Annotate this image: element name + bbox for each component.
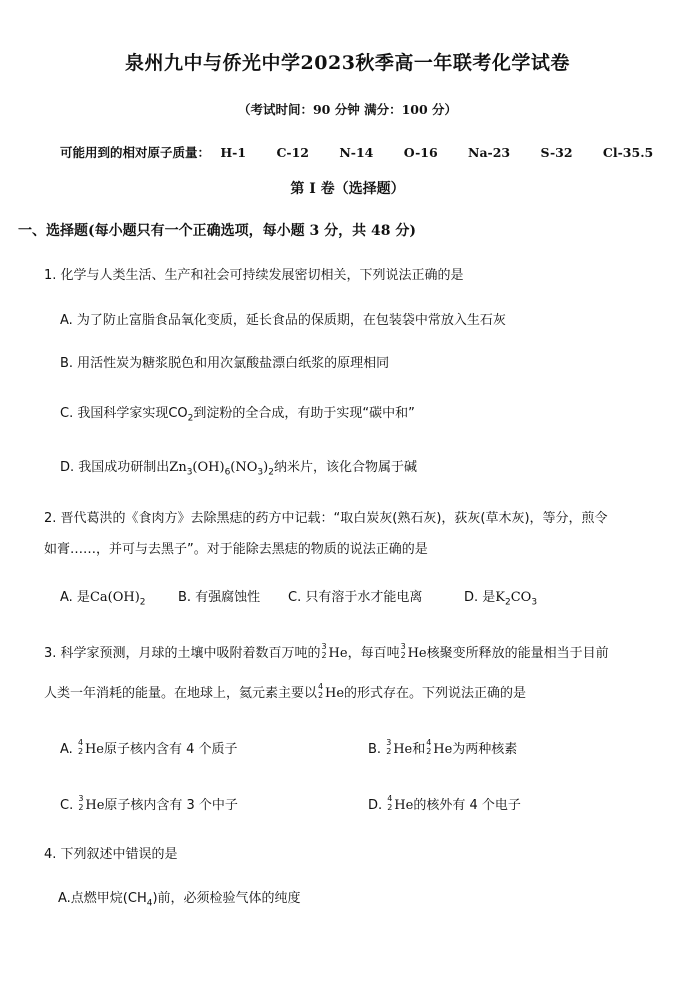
q3-option-a bbox=[60, 738, 238, 757]
q4-option-a bbox=[58, 887, 301, 909]
q3-isotope-he4-c: 4 2 bbox=[387, 794, 393, 812]
q1-formula-no3-sub: 3 bbox=[257, 467, 264, 478]
atomic-mass-c: C-12 bbox=[276, 145, 309, 160]
q1-option-d bbox=[60, 456, 417, 478]
q3-isotope-he4: 4 2 bbox=[318, 682, 324, 700]
q1-formula-oh: (OH) bbox=[192, 460, 225, 475]
q3-he-symbol: He bbox=[393, 742, 413, 757]
q3-option-a-pre: A. bbox=[60, 742, 73, 757]
q3-option-d-post: 的核外有 4 个电子 bbox=[413, 798, 521, 813]
q3-isotope-he4-a: 4 2 bbox=[77, 738, 84, 756]
atomic-masses-label: 可能用到的相对原子质量： bbox=[60, 145, 211, 160]
q3-option-a-post: 原子核内含有 4 个质子 bbox=[103, 742, 238, 757]
q3-stem2-b: 的形式存在。下列说法正确的是 bbox=[344, 686, 527, 701]
q3-isotope-he3-a: 3 2 bbox=[321, 642, 327, 660]
q3-stem-line2 bbox=[44, 682, 526, 701]
q2-option-c: C. 只有溶于水才能电离 bbox=[288, 590, 423, 605]
q1-option-c-pre: C. 我国科学家实现CO bbox=[60, 406, 188, 421]
atomic-mass-s: S-32 bbox=[540, 145, 573, 160]
q1-stem: 1. 化学与人类生活、生产和社会可持续发展密切相关，下列说法正确的是 bbox=[44, 268, 464, 283]
q3-stem1-c: 核聚变所释放的能量相当于目前 bbox=[426, 646, 609, 661]
q1-option-c-post: 到淀粉的全合成，有助于实现“碳中和” bbox=[193, 406, 415, 421]
q3-he-symbol: He bbox=[433, 742, 453, 757]
q3-he-symbol: He bbox=[325, 686, 345, 701]
q2-stem-line2: 如膏……，并可与去黑子”。对于能除去黑痣的物质的说法正确的是 bbox=[44, 542, 428, 557]
q2-formula-co: CO bbox=[510, 590, 532, 605]
q1-option-c-sub: 2 bbox=[187, 413, 194, 424]
q1-option-b: B. 用活性炭为糖浆脱色和用次氯酸盐漂白纸浆的原理相同 bbox=[60, 356, 390, 371]
q2-formula-co-sub: 3 bbox=[531, 597, 538, 608]
q1-formula-zn: Zn bbox=[169, 460, 187, 475]
q3-option-b bbox=[368, 738, 517, 757]
q2-option-a bbox=[60, 586, 146, 608]
exam-title: 泉州九中与侨光中学2023秋季高一年联考化学试卷 bbox=[125, 52, 570, 74]
q2-option-d bbox=[464, 586, 537, 608]
section-title: 第 I 卷（选择题） bbox=[290, 181, 405, 197]
q3-he-symbol: He bbox=[85, 798, 105, 813]
q4-option-a-post: )前，必须检验气体的纯度 bbox=[152, 891, 301, 906]
q1-formula-no3: (NO bbox=[230, 460, 258, 475]
q3-he-symbol: He bbox=[328, 646, 348, 661]
q4-option-a-pre: A.点燃甲烷(CH bbox=[58, 891, 147, 906]
q2-formula-caoh-sub: 2 bbox=[139, 597, 146, 608]
part1-title: 一、选择题(每小题只有一个正确选项，每小题 3 分，共 48 分) bbox=[18, 223, 416, 239]
q3-option-b-mid: 和 bbox=[412, 742, 426, 757]
q3-isotope-he4-b: 4 2 bbox=[426, 738, 432, 756]
q1-option-d-pre: D. 我国成功研制出 bbox=[60, 460, 170, 475]
q1-option-c bbox=[60, 402, 415, 424]
q2-formula-caoh: Ca(OH) bbox=[89, 590, 140, 605]
q3-stem2-a: 人类一年消耗的能量。在地球上，氦元素主要以 bbox=[44, 686, 318, 701]
q3-option-b-pre: B. bbox=[368, 742, 382, 757]
q1-formula-close-sub: 2 bbox=[268, 467, 274, 478]
q3-isotope-he3-b: 3 2 bbox=[400, 642, 406, 660]
q1-formula-close: ) bbox=[263, 460, 269, 475]
q3-option-c bbox=[60, 794, 238, 813]
q4-option-a-sub: 4 bbox=[146, 898, 153, 909]
q3-isotope-he3-d: 3 2 bbox=[78, 794, 84, 812]
q3-option-d-pre: D. bbox=[368, 798, 383, 813]
q3-stem-line1 bbox=[44, 642, 609, 661]
q3-he-symbol: He bbox=[407, 646, 427, 661]
q2-stem-line1: 2. 晋代葛洪的《食肉方》去除黑痣的药方中记载：“取白炭灰(熟石灰)，荻灰(草木灰)，等分，煎令 bbox=[44, 511, 608, 526]
q1-option-a: A. 为了防止富脂食品氧化变质，延长食品的保质期，在包装袋中常放入生石灰 bbox=[60, 313, 506, 328]
atomic-mass-h: H-1 bbox=[220, 145, 247, 160]
q3-option-c-post: 原子核内含有 3 个中子 bbox=[104, 798, 238, 813]
q2-formula-k: K bbox=[495, 590, 505, 605]
atomic-mass-cl: Cl-35.5 bbox=[602, 145, 654, 160]
q3-isotope-he3-c: 3 2 bbox=[386, 738, 392, 756]
q3-stem1-b: ，每百吨 bbox=[347, 646, 400, 661]
q2-option-a-pre: A. 是 bbox=[60, 590, 90, 605]
atomic-mass-n: N-14 bbox=[339, 145, 374, 160]
atomic-masses-line bbox=[60, 143, 679, 161]
exam-subtitle: （考试时间：90 分钟 满分：100 分） bbox=[237, 102, 458, 117]
q3-option-c-pre: C. bbox=[60, 798, 74, 813]
atomic-mass-o: O-16 bbox=[403, 145, 438, 160]
q3-stem1-a: 3. 科学家预测，月球的土壤中吸附着数百万吨的 bbox=[44, 646, 321, 661]
q1-option-d-post: 纳米片，该化合物属于碱 bbox=[273, 460, 417, 475]
q1-formula-oh-sub: 6 bbox=[224, 467, 231, 478]
q2-option-b: B. 有强腐蚀性 bbox=[178, 590, 261, 605]
q1-formula-zn-sub: 3 bbox=[186, 467, 193, 478]
q4-stem: 4. 下列叙述中错误的是 bbox=[44, 847, 178, 862]
q3-he-symbol: He bbox=[394, 798, 414, 813]
atomic-mass-na: Na-23 bbox=[468, 145, 511, 160]
q2-formula-k-sub: 2 bbox=[505, 597, 511, 608]
q2-option-d-pre: D. 是 bbox=[464, 590, 496, 605]
q3-option-d bbox=[368, 794, 521, 813]
q3-he-symbol: He bbox=[84, 742, 104, 757]
q3-option-b-post: 为两种核素 bbox=[452, 742, 518, 757]
